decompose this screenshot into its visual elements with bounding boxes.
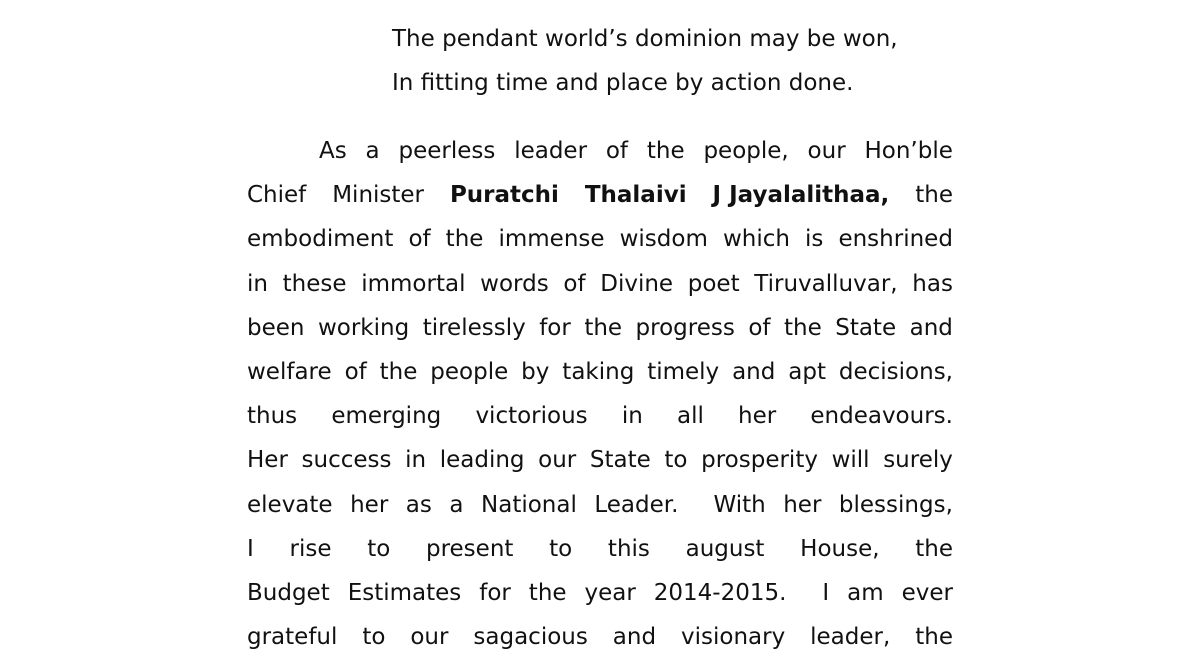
word: working bbox=[317, 314, 410, 341]
word: for bbox=[479, 579, 511, 606]
word: of bbox=[563, 270, 586, 297]
word: sagacious bbox=[473, 624, 588, 651]
word: the bbox=[379, 358, 418, 385]
bold-word: J Jayalalithaa, bbox=[712, 182, 890, 209]
word: words bbox=[480, 270, 549, 297]
word: the bbox=[528, 579, 567, 606]
word: this bbox=[607, 535, 650, 562]
word: these bbox=[282, 270, 347, 297]
word: by bbox=[521, 358, 550, 385]
word: immense bbox=[498, 226, 605, 253]
word: which bbox=[722, 226, 790, 253]
verse-block bbox=[392, 20, 898, 108]
word: people, bbox=[703, 138, 789, 164]
word: a bbox=[365, 138, 380, 164]
word: the bbox=[915, 535, 953, 562]
word: State bbox=[589, 447, 651, 474]
word: Hon’ble bbox=[864, 138, 953, 164]
paragraph-line bbox=[247, 527, 953, 571]
word: prosperity bbox=[701, 447, 818, 474]
word: With bbox=[713, 491, 766, 518]
word: poet bbox=[687, 270, 740, 297]
paragraph-line bbox=[247, 129, 953, 173]
word: her bbox=[783, 491, 822, 518]
word: been bbox=[247, 314, 305, 341]
word: leading bbox=[439, 447, 525, 474]
word: and bbox=[612, 624, 657, 651]
word: to bbox=[362, 624, 386, 651]
word: wisdom bbox=[619, 226, 708, 253]
word: for bbox=[539, 314, 571, 341]
word: of bbox=[344, 358, 367, 385]
word: thus bbox=[247, 403, 298, 430]
bold-word: Puratchi bbox=[449, 182, 559, 209]
word: ever bbox=[901, 579, 953, 606]
word: is bbox=[805, 226, 824, 253]
word: blessings, bbox=[838, 491, 953, 518]
verse-line: The pendant world’s dominion may be won, bbox=[392, 26, 898, 52]
word: apt bbox=[788, 358, 826, 385]
word: year bbox=[584, 579, 636, 606]
word: to bbox=[664, 447, 688, 474]
word: Divine bbox=[600, 270, 674, 297]
word: taking bbox=[562, 358, 635, 385]
word: present bbox=[425, 535, 514, 562]
word: to bbox=[367, 535, 391, 562]
word: has bbox=[912, 270, 953, 297]
word: the bbox=[445, 226, 484, 253]
word: elevate bbox=[247, 491, 333, 518]
word: her bbox=[738, 403, 777, 430]
paragraph-line bbox=[247, 571, 953, 615]
verse-line: In fitting time and place by action done. bbox=[392, 70, 854, 96]
word: National bbox=[481, 491, 577, 518]
word: emerging bbox=[331, 403, 442, 430]
body-paragraph bbox=[247, 129, 953, 659]
word: and bbox=[732, 358, 776, 385]
word: leader, bbox=[810, 624, 891, 651]
word: enshrined bbox=[838, 226, 953, 253]
word: tirelessly bbox=[422, 314, 526, 341]
word: embodiment bbox=[247, 226, 394, 253]
paragraph-line bbox=[247, 350, 953, 394]
word: surely bbox=[883, 447, 953, 474]
word: Minister bbox=[332, 182, 425, 209]
word: visionary bbox=[681, 624, 786, 651]
word: progress bbox=[635, 314, 735, 341]
word: our bbox=[538, 447, 577, 474]
word: august bbox=[685, 535, 765, 562]
word: victorious bbox=[475, 403, 588, 430]
word: the bbox=[646, 138, 685, 164]
word: am bbox=[847, 579, 884, 606]
paragraph-line bbox=[247, 306, 953, 350]
word: all bbox=[676, 403, 704, 430]
word: and bbox=[909, 314, 953, 341]
word: immortal bbox=[361, 270, 466, 297]
word: leader bbox=[514, 138, 588, 164]
word: of bbox=[408, 226, 431, 253]
word: a bbox=[449, 491, 464, 518]
word: of bbox=[605, 138, 629, 164]
paragraph-line bbox=[247, 394, 953, 438]
word: our bbox=[807, 138, 846, 164]
word: will bbox=[831, 447, 870, 474]
word: welfare bbox=[247, 358, 332, 385]
word: State bbox=[835, 314, 897, 341]
word: the bbox=[783, 314, 822, 341]
word: peerless bbox=[398, 138, 496, 164]
word: as bbox=[405, 491, 432, 518]
word: the bbox=[915, 624, 953, 651]
word: Chief bbox=[247, 182, 307, 209]
word: Leader. bbox=[594, 491, 679, 518]
word: Budget bbox=[247, 579, 330, 606]
paragraph-line bbox=[247, 217, 953, 261]
word: As bbox=[319, 138, 347, 164]
paragraph-line bbox=[247, 615, 953, 659]
word: in bbox=[405, 447, 427, 474]
word: success bbox=[301, 447, 392, 474]
word: of bbox=[748, 314, 771, 341]
paragraph-line bbox=[247, 262, 953, 306]
word: to bbox=[549, 535, 573, 562]
bold-word: Thalaivi bbox=[584, 182, 687, 209]
word: her bbox=[350, 491, 389, 518]
word: House, bbox=[800, 535, 880, 562]
word: in bbox=[247, 270, 268, 297]
paragraph-line bbox=[247, 483, 953, 527]
word: our bbox=[410, 624, 449, 651]
paragraph-line bbox=[247, 438, 953, 482]
word: the bbox=[915, 182, 953, 209]
word: people bbox=[430, 358, 509, 385]
word: grateful bbox=[247, 624, 338, 651]
word: in bbox=[621, 403, 643, 430]
word: Her bbox=[247, 447, 288, 474]
word: 2014-2015. bbox=[653, 579, 787, 606]
word: rise bbox=[289, 535, 332, 562]
word: Tiruvalluvar, bbox=[754, 270, 898, 297]
word: the bbox=[584, 314, 623, 341]
paragraph-line bbox=[247, 173, 953, 217]
word: decisions, bbox=[838, 358, 953, 385]
word: endeavours. bbox=[810, 403, 953, 430]
word: Estimates bbox=[347, 579, 462, 606]
word: timely bbox=[647, 358, 720, 385]
word: I bbox=[822, 579, 830, 606]
word: I bbox=[247, 535, 254, 562]
